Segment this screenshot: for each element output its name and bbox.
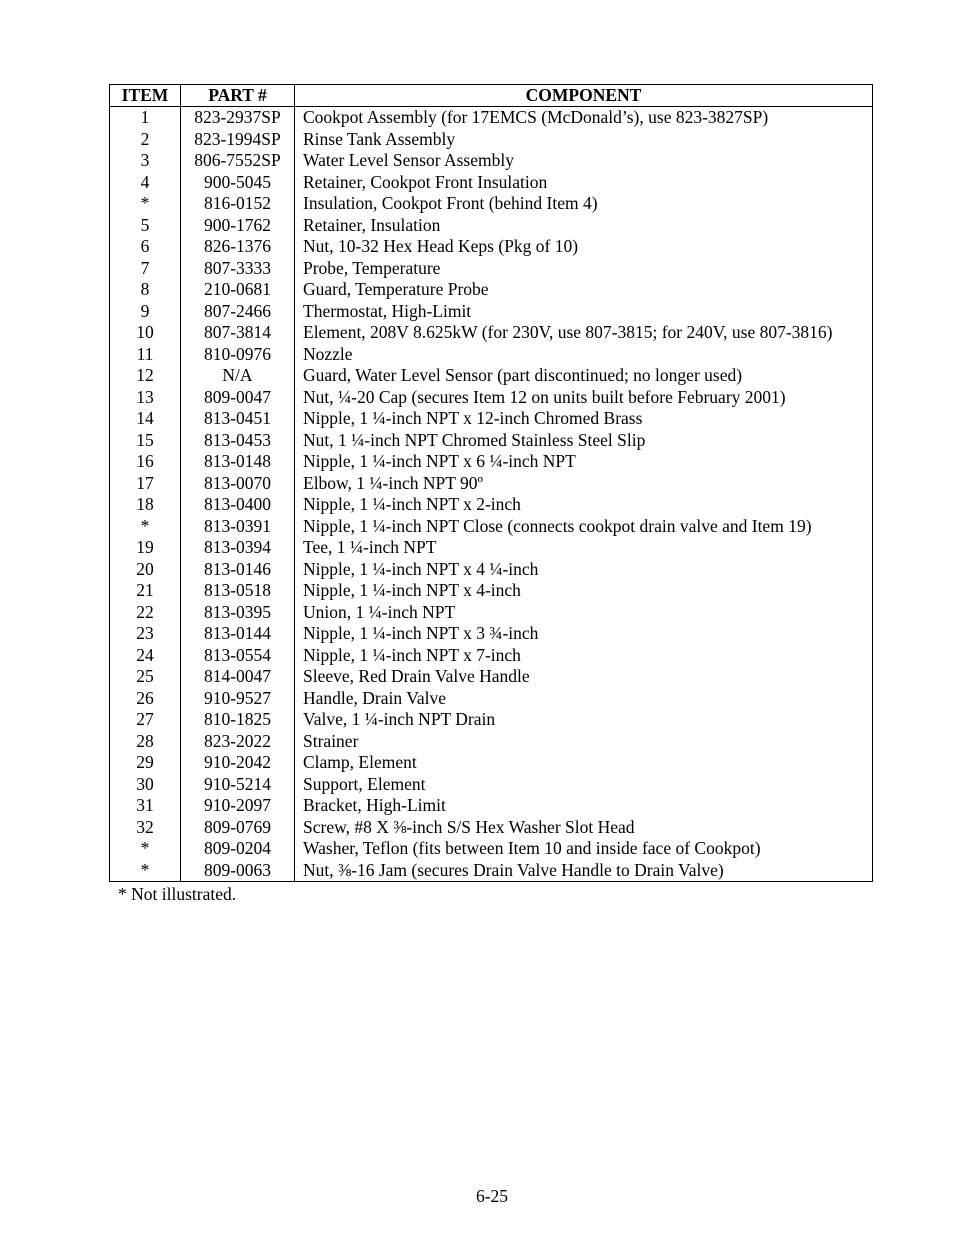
table-row: [110, 408, 873, 430]
component-cell: Retainer, Insulation: [295, 215, 873, 237]
item-cell: 22: [110, 602, 181, 624]
part-number-cell: 813-0395: [181, 602, 295, 624]
component-cell: Nipple, 1 ¼-inch NPT Close (connects cookpot drain valve and Item 19): [295, 516, 873, 538]
header-component: COMPONENT: [295, 85, 873, 107]
component-cell: Clamp, Element: [295, 752, 873, 774]
component-cell: Bracket, High-Limit: [295, 795, 873, 817]
item-cell: 16: [110, 451, 181, 473]
part-number-cell: 810-0976: [181, 344, 295, 366]
component-cell: Element, 208V 8.625kW (for 230V, use 807-3815; for 240V, use 807-3816): [295, 322, 873, 344]
table-header: [110, 85, 873, 107]
item-cell: 4: [110, 172, 181, 194]
part-number-cell: 807-3814: [181, 322, 295, 344]
table-row: [110, 817, 873, 839]
part-number-cell: 823-2937SP: [181, 107, 295, 129]
component-cell: Handle, Drain Valve: [295, 688, 873, 710]
part-number-cell: 210-0681: [181, 279, 295, 301]
table-row: [110, 774, 873, 796]
part-number-cell: 809-0204: [181, 838, 295, 860]
table-row: [110, 430, 873, 452]
component-cell: Nozzle: [295, 344, 873, 366]
part-number-cell: 910-2042: [181, 752, 295, 774]
table-row: [110, 172, 873, 194]
table-row: [110, 666, 873, 688]
item-cell: 29: [110, 752, 181, 774]
item-cell: 23: [110, 623, 181, 645]
table-row: [110, 623, 873, 645]
table-row: [110, 838, 873, 860]
table-row: [110, 516, 873, 538]
item-cell: 25: [110, 666, 181, 688]
item-cell: 31: [110, 795, 181, 817]
part-number-cell: 823-1994SP: [181, 129, 295, 151]
table-row: [110, 688, 873, 710]
header-item: ITEM: [110, 85, 181, 107]
table-row: [110, 709, 873, 731]
item-cell: 2: [110, 129, 181, 151]
item-cell: 19: [110, 537, 181, 559]
header-row: [110, 85, 873, 107]
table-row: [110, 236, 873, 258]
part-number-cell: 809-0769: [181, 817, 295, 839]
component-cell: Nut, 1 ¼-inch NPT Chromed Stainless Steel Slip: [295, 430, 873, 452]
component-cell: Nipple, 1 ¼-inch NPT x 6 ¼-inch NPT: [295, 451, 873, 473]
part-number-cell: 813-0453: [181, 430, 295, 452]
part-number-cell: 826-1376: [181, 236, 295, 258]
item-cell: *: [110, 838, 181, 860]
part-number-cell: 900-1762: [181, 215, 295, 237]
header-part-number: PART #: [181, 85, 295, 107]
table-row: [110, 752, 873, 774]
component-cell: Elbow, 1 ¼-inch NPT 90º: [295, 473, 873, 495]
part-number-cell: 806-7552SP: [181, 150, 295, 172]
table-row: [110, 107, 873, 129]
component-cell: Guard, Water Level Sensor (part discontinued; no longer used): [295, 365, 873, 387]
item-cell: *: [110, 860, 181, 882]
item-cell: 1: [110, 107, 181, 129]
table-row: [110, 344, 873, 366]
table-row: [110, 129, 873, 151]
part-number-cell: 910-9527: [181, 688, 295, 710]
item-cell: 10: [110, 322, 181, 344]
part-number-cell: 813-0518: [181, 580, 295, 602]
table-row: [110, 387, 873, 409]
part-number-cell: 813-0144: [181, 623, 295, 645]
part-number-cell: 809-0047: [181, 387, 295, 409]
table-row: [110, 494, 873, 516]
table-row: [110, 301, 873, 323]
item-cell: *: [110, 516, 181, 538]
component-cell: Water Level Sensor Assembly: [295, 150, 873, 172]
item-cell: 11: [110, 344, 181, 366]
item-cell: 7: [110, 258, 181, 280]
component-cell: Strainer: [295, 731, 873, 753]
item-cell: 24: [110, 645, 181, 667]
part-number-cell: 807-3333: [181, 258, 295, 280]
part-number-cell: 810-1825: [181, 709, 295, 731]
item-cell: 15: [110, 430, 181, 452]
component-cell: Nut, ⅜-16 Jam (secures Drain Valve Handle to Drain Valve): [295, 860, 873, 882]
component-cell: Washer, Teflon (fits between Item 10 and inside face of Cookpot): [295, 838, 873, 860]
part-number-cell: 813-0400: [181, 494, 295, 516]
item-cell: 18: [110, 494, 181, 516]
part-number-cell: 813-0554: [181, 645, 295, 667]
item-cell: 30: [110, 774, 181, 796]
component-cell: Nipple, 1 ¼-inch NPT x 2-inch: [295, 494, 873, 516]
component-cell: Guard, Temperature Probe: [295, 279, 873, 301]
part-number-cell: 900-5045: [181, 172, 295, 194]
item-cell: 14: [110, 408, 181, 430]
component-cell: Nipple, 1 ¼-inch NPT x 3 ¾-inch: [295, 623, 873, 645]
table-row: [110, 645, 873, 667]
item-cell: *: [110, 193, 181, 215]
table-row: [110, 731, 873, 753]
component-cell: Cookpot Assembly (for 17EMCS (McDonald’s), use 823-3827SP): [295, 107, 873, 129]
component-cell: Nut, ¼-20 Cap (secures Item 12 on units built before February 2001): [295, 387, 873, 409]
table-row: [110, 193, 873, 215]
item-cell: 32: [110, 817, 181, 839]
component-cell: Valve, 1 ¼-inch NPT Drain: [295, 709, 873, 731]
part-number-cell: N/A: [181, 365, 295, 387]
component-cell: Thermostat, High-Limit: [295, 301, 873, 323]
component-cell: Tee, 1 ¼-inch NPT: [295, 537, 873, 559]
table-row: [110, 860, 873, 882]
component-cell: Union, 1 ¼-inch NPT: [295, 602, 873, 624]
table-row: [110, 795, 873, 817]
component-cell: Support, Element: [295, 774, 873, 796]
part-number-cell: 813-0391: [181, 516, 295, 538]
part-number-cell: 814-0047: [181, 666, 295, 688]
table-row: [110, 602, 873, 624]
part-number-cell: 809-0063: [181, 860, 295, 882]
item-cell: 26: [110, 688, 181, 710]
item-cell: 6: [110, 236, 181, 258]
item-cell: 12: [110, 365, 181, 387]
page-number: 6-25: [475, 1186, 509, 1206]
component-cell: Nut, 10-32 Hex Head Keps (Pkg of 10): [295, 236, 873, 258]
table-row: [110, 580, 873, 602]
part-number-cell: 910-2097: [181, 795, 295, 817]
component-cell: Nipple, 1 ¼-inch NPT x 7-inch: [295, 645, 873, 667]
part-number-cell: 813-0394: [181, 537, 295, 559]
table-row: [110, 258, 873, 280]
table-body: [110, 107, 873, 882]
table-row: [110, 279, 873, 301]
table-row: [110, 150, 873, 172]
table-row: [110, 537, 873, 559]
table-row: [110, 365, 873, 387]
footnote: * Not illustrated.: [118, 884, 237, 904]
part-number-cell: 813-0070: [181, 473, 295, 495]
part-number-cell: 813-0146: [181, 559, 295, 581]
item-cell: 5: [110, 215, 181, 237]
table-row: [110, 473, 873, 495]
part-number-cell: 813-0148: [181, 451, 295, 473]
component-cell: Retainer, Cookpot Front Insulation: [295, 172, 873, 194]
table-row: [110, 451, 873, 473]
parts-table: [109, 84, 873, 882]
component-cell: Nipple, 1 ¼-inch NPT x 4-inch: [295, 580, 873, 602]
part-number-cell: 807-2466: [181, 301, 295, 323]
component-cell: Nipple, 1 ¼-inch NPT x 4 ¼-inch: [295, 559, 873, 581]
component-cell: Screw, #8 X ⅜-inch S/S Hex Washer Slot Head: [295, 817, 873, 839]
item-cell: 3: [110, 150, 181, 172]
part-number-cell: 813-0451: [181, 408, 295, 430]
table-row: [110, 322, 873, 344]
component-cell: Nipple, 1 ¼-inch NPT x 12-inch Chromed Brass: [295, 408, 873, 430]
component-cell: Sleeve, Red Drain Valve Handle: [295, 666, 873, 688]
part-number-cell: 823-2022: [181, 731, 295, 753]
component-cell: Insulation, Cookpot Front (behind Item 4): [295, 193, 873, 215]
item-cell: 13: [110, 387, 181, 409]
component-cell: Rinse Tank Assembly: [295, 129, 873, 151]
item-cell: 8: [110, 279, 181, 301]
item-cell: 27: [110, 709, 181, 731]
item-cell: 28: [110, 731, 181, 753]
component-cell: Probe, Temperature: [295, 258, 873, 280]
table-row: [110, 215, 873, 237]
item-cell: 20: [110, 559, 181, 581]
item-cell: 17: [110, 473, 181, 495]
table-row: [110, 559, 873, 581]
part-number-cell: 910-5214: [181, 774, 295, 796]
part-number-cell: 816-0152: [181, 193, 295, 215]
item-cell: 9: [110, 301, 181, 323]
item-cell: 21: [110, 580, 181, 602]
